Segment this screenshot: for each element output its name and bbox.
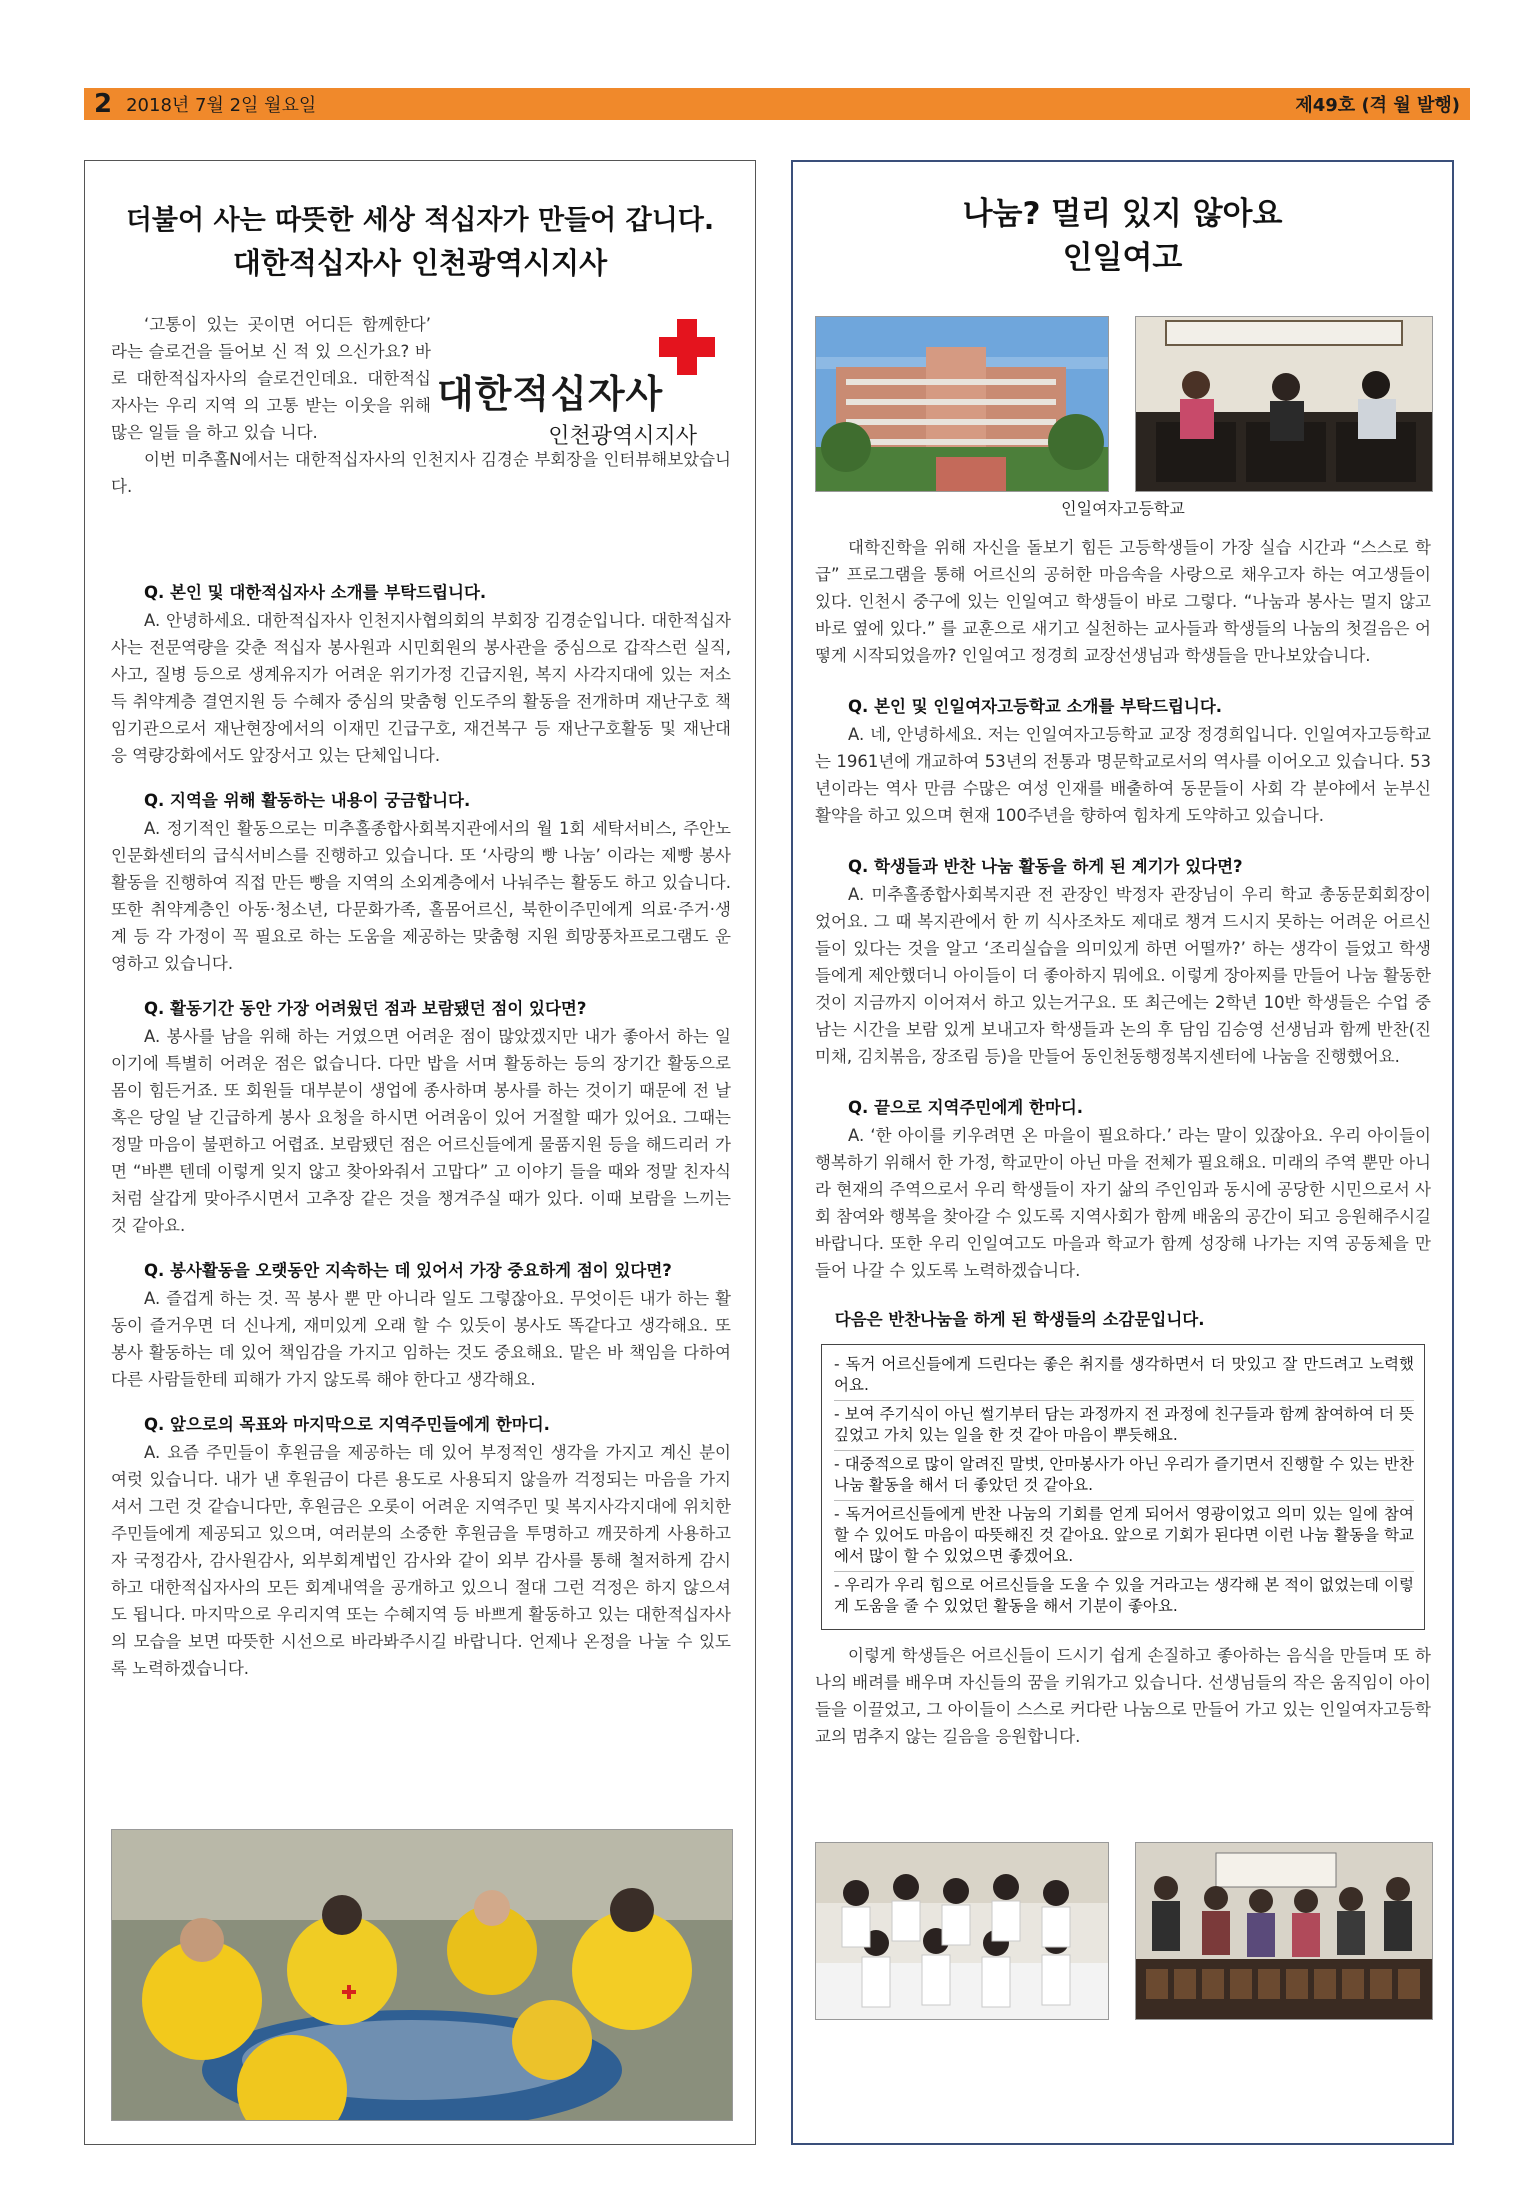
reviews-heading: 다음은 반찬나눔을 하게 된 학생들의 소감문입니다. bbox=[834, 1310, 1205, 1329]
principal-office-photo bbox=[1135, 316, 1433, 492]
issue-date: 2018년 7월 2일 월요일 bbox=[126, 95, 317, 116]
article-title: 나눔? 멀리 있지 않아요 bbox=[962, 196, 1283, 232]
answer: A. 요즘 주민들이 후원금을 제공하는 데 있어 부정적인 생각을 가지고 계신 분이 여럿 있습니다. 내가 낸 후원금이 다른 용도로 사용되지 않을까 걱정되는 마음을 가지셔서 그런 것 같습니다만, 후원금은 오롯이 어려운 지역주민 및 복지사각지대에 위치한 주민들에게 제공되고 있으며, 여러분의 소중한 후원금을 투명하고 깨끗하게 사용하고자 국정감사, 감사원감사, 외부회계법인 감사와 같이 외부 감사를 통해 철저하게 감시하고 대한적십자사의 모든 회계내역을 공개하고 있으니 절대 그런 걱정은 하지 않으셔도 됩니다. 마지막으로 우리지역 또는 수혜지역 등 바쁘게 활동하고 있는 대한적십자사의 모습을 보면 따뜻한 시선으로 바라봐주시길 바랍니다. 언제나 온정을 나눌 수 있도록 노력하겠습니다. bbox=[111, 1443, 731, 1678]
qa-item bbox=[815, 693, 1431, 829]
student-review: - 대중적으로 많이 알려진 말벗, 안마봉사가 아닌 우리가 즐기면서 진행할 수 있는 반찬 나눔 활동을 해서 더 좋았던 것 같아요. bbox=[834, 1451, 1414, 1501]
question: Q. 본인 및 인일여자고등학교 소개를 부탁드립니다. bbox=[848, 697, 1223, 716]
article-title: 더불어 사는 따뜻한 세상 적십자가 만들어 갑니다. bbox=[125, 205, 715, 236]
answer: A. 봉사를 남을 위해 하는 거였으면 어려운 점이 많았겠지만 내가 좋아서 하는 일이기에 특별히 어려운 점은 없습니다. 다만 밥을 서며 활동하는 등의 장기간 활동으로 몸이 힘든거죠. 또 회원들 대부분이 생업에 종사하며 봉사를 하는 것이기 때문에 전 날 혹은 당일 날 긴급하게 봉사 요청을 하시면 어려움이 있어 거절할 때가 있어요. 그때는 정말 마음이 불편하고 어렵죠. 보람됐던 점은 어르신들에게 물품지원 등을 해드리러 가면 “바쁜 텐데 이렇게 잊지 않고 찾아와줘서 고맙다” 고 이야기 들을 때와 정말 친자식처럼 살갑게 맞아주시면서 고추장 같은 것을 챙겨주실 때가 있다. 이때 보람을 느끼는 것 같아요. bbox=[111, 1027, 731, 1235]
intro-paragraph-2: 이번 미추홀N에서는 대한적십자사의 인천지사 김경순 부회장을 인터뷰해보았습니다. bbox=[111, 450, 731, 496]
article-subtitle: 인일여고 bbox=[1062, 240, 1183, 276]
photo-caption: 인일여자고등학교 bbox=[1061, 499, 1185, 518]
student-review: - 독거 어르신들에게 드린다는 좋은 취지를 생각하면서 더 맛있고 잘 만드려고 노력했어요. bbox=[834, 1351, 1414, 1401]
answer: A. 정기적인 활동으로는 미추홀종합사회복지관에서의 월 1회 세탁서비스, 주안노인문화센터의 급식서비스를 진행하고 있습니다. 또 ‘사랑의 빵 나눔’ 이라는 제빵 봉사활동을 진행하여 직접 만든 빵을 지역의 소외계층에서 나눠주는 활동도 하고 있습니다. 또한 취약계층인 아동·청소년, 다문화가족, 홀몸어르신, 북한이주민에게 의료·주거·생계 등 각 가정이 꼭 필요로 하는 도움을 제공하는 맞춤형 지원 희망풍차프로그램도 운영하고 있습니다. bbox=[111, 819, 731, 973]
volunteers-photo bbox=[111, 1829, 733, 2121]
article-inil-girls-high bbox=[791, 160, 1454, 2145]
question: Q. 학생들과 반찬 나눔 활동을 하게 된 계기가 있다면? bbox=[848, 857, 1243, 876]
qa-item bbox=[815, 1094, 1431, 1284]
answer: A. 네, 안녕하세요. 저는 인일여자고등학교 교장 정경희입니다. 인일여자고등학교는 1961년에 개교하여 53년의 전통과 명문학교로서의 역사를 이어오고 있습니다. 53년이라는 역사 만큼 수많은 여성 인재를 배출하여 동문들이 사회 각 분야에서 눈부신 활약을 하고 있으며 현재 100주년을 향하여 힘차게 도약하고 있습니다. bbox=[815, 725, 1431, 825]
issue-number: 제49호 (격 월 발행) bbox=[1295, 95, 1460, 116]
interview-qa-list bbox=[111, 561, 731, 1682]
answer: A. ‘한 아이를 키우려면 온 마을이 필요하다.’ 라는 말이 있잖아요. 우리 아이들이 행복하기 위해서 한 가정, 학교만이 아닌 마을 전체가 필요해요. 미래의 주역 뿐만 아니라 현재의 주역으로서 우리 학생들이 자기 삶의 주인임과 동시에 공당한 시민으로서 사회 참여와 행복을 찾아갈 수 있도록 지역사회가 함께 배움의 공간이 되고 응원해주시길 바랍니다. 또한 우리 인일여고도 마을과 학교가 함께 성장해 나가는 지역 공동체을 만들어 나갈 수 있도록 노력하겠습니다. bbox=[815, 1126, 1431, 1280]
student-review: - 독거어르신들에게 반찬 나눔의 기회를 얻게 되어서 영광이었고 의미 있는 일에 참여할 수 있어도 마음이 따뜻해진 것 같아요. 앞으로 기회가 된다면 이런 나눔 활동을 학교에서 많이 할 수 있었으면 좋겠어요. bbox=[834, 1501, 1414, 1572]
article-subtitle: 대한적십자사 인천광역시지사 bbox=[232, 246, 608, 280]
student-reviews-box bbox=[821, 1344, 1425, 1630]
school-building-photo bbox=[815, 316, 1109, 492]
question: Q. 지역을 위해 활동하는 내용이 궁금합니다. bbox=[144, 791, 471, 810]
question: Q. 봉사활동을 오랫동안 지속하는 데 있어서 가장 중요하게 점이 있다면? bbox=[144, 1261, 672, 1280]
closing-paragraph: 이렇게 학생들은 어르신들이 드시기 쉽게 손질하고 좋아하는 음식을 만들며 또 하나의 배려를 배우며 자신들의 꿈을 키워가고 있습니다. 선생님들의 작은 움직임이 아이들을 이끌었고, 그 아이들이 스스로 커다란 나눔으로 만들어 가고 있는 인일여자고등학교의 멈추지 않는 길음을 응원합니다. bbox=[815, 1646, 1431, 1746]
interview-body bbox=[815, 534, 1431, 1750]
qa-item bbox=[815, 853, 1431, 1070]
article-red-cross bbox=[84, 160, 756, 2145]
qa-item bbox=[111, 1257, 731, 1393]
question: Q. 활동기간 동안 가장 어려웠던 점과 보람됐던 점이 있다면? bbox=[144, 999, 587, 1018]
qa-item bbox=[111, 579, 731, 769]
page-number: 2 bbox=[94, 89, 113, 119]
students-photo bbox=[815, 1842, 1109, 2020]
page-header bbox=[84, 88, 1470, 120]
question: Q. 끝으로 지역주민에게 한마디. bbox=[848, 1098, 1084, 1117]
intro-paragraph-1: ‘고통이 있는 곳이면 어디든 함께한다’ 라는 슬로건을 들어보 신 적 있 으신가요? 바로 대한적십자사의 슬로건인데요. 대한적십자사는 우리 지역 의 고통 받는 이웃을 위해 많은 일들 을 하고 있습 니다. bbox=[111, 315, 431, 442]
article-intro bbox=[111, 311, 731, 500]
student-review: - 우리가 우리 힘으로 어르신들을 도울 수 있을 거라고는 생각해 본 적이 없었는데 이렇게 도움을 줄 수 있었던 활동을 해서 기분이 좋아요. bbox=[834, 1576, 1414, 1615]
logo-name: 대한적십자사 bbox=[437, 372, 664, 416]
logo-branch: 인천광역시지사 bbox=[548, 424, 697, 449]
question: Q. 앞으로의 목표와 마지막으로 지역주민들에게 한마디. bbox=[144, 1415, 550, 1434]
group-photo-with-jars bbox=[1135, 1842, 1433, 2020]
qa-item bbox=[111, 995, 731, 1239]
answer: A. 미추홀종합사회복지관 전 관장인 박정자 관장님이 우리 학교 총동문회회장이었어요. 그 때 복지관에서 한 끼 식사조차도 제대로 챙겨 드시지 못하는 어려운 어르신들이 있다는 것을 알고 ‘조리실습을 의미있게 하면 어떨까?’ 하는 생각이 들었고 학생들에게 제안했더니 아이들이 더 좋아하지 뭐에요. 이렇게 장아찌를 만들어 나눔 활동한 것이 지금까지 이어져서 하고 있는거구요. 또 최근에는 2학년 10반 학생들은 수업 중 남는 시간을 보람 있게 보내고자 학생들과 논의 후 담임 김승영 선생님과 함께 반찬(진미채, 김치볶음, 장조림 등)을 만들어 동인천동행정복지센터에 나눔을 진행했어요. bbox=[815, 885, 1431, 1066]
student-review: - 보여 주기식이 아닌 썰기부터 담는 과정까지 전 과정에 친구들과 함께 참여하여 더 뜻 깊었고 가치 있는 일을 한 것 같아 마음이 뿌듯해요. bbox=[834, 1401, 1414, 1451]
answer: A. 즐겁게 하는 것. 꼭 봉사 뿐 만 아니라 일도 그렇잖아요. 무엇이든 내가 하는 활동이 즐거우면 더 신나게, 재미있게 오래 할 수 있듯이 봉사도 똑같다고 생각해요. 또 봉사 활동하는 데 있어 책임감을 가지고 임하는 것도 중요해요. 맡은 바 책임을 다하여 다른 사람들한테 피해가 가지 않도록 해야 한다고 생각해요. bbox=[111, 1289, 731, 1389]
question: Q. 본인 및 대한적십자사 소개를 부탁드립니다. bbox=[144, 583, 487, 602]
answer: A. 안녕하세요. 대한적십자사 인천지사협의회의 부회장 김경순입니다. 대한적십자사는 전문역량을 갖춘 적십자 봉사원과 시민회원의 봉사관을 중심으로 갑작스런 실직, 사고, 질병 등으로 생계유지가 어려운 위기가정 긴급지원, 복지 사각지대에 있는 저소득 취약계층 결연지원 등 수혜자 중심의 맞춤형 인도주의 활동을 전개하며 재난구호 책임기관으로서 재난현장에서의 이재민 긴급구호, 재건복구 등 재난구호활동 및 재난대응 역량강화에서도 앞장서고 있는 단체입니다. bbox=[111, 611, 731, 765]
qa-item bbox=[111, 1411, 731, 1682]
qa-item bbox=[111, 787, 731, 977]
article-intro: 대학진학을 위해 자신을 돌보기 힘든 고등학생들이 가장 실습 시간과 “스스로 학급” 프로그램을 통해 어르신의 공허한 마음속을 사랑으로 채우고자 하는 여고생들이 있다. 인천시 중구에 있는 인일여고 학생들이 바로 그렇다. “나눔과 봉사는 멀지 않고 바로 옆에 있다.” 를 교훈으로 새기고 실천하는 교사들과 학생들의 나눔의 첫걸음은 어떻게 시작되었을까? 인일여고 정경희 교장선생님과 학생들을 만나보았습니다. bbox=[815, 538, 1431, 665]
